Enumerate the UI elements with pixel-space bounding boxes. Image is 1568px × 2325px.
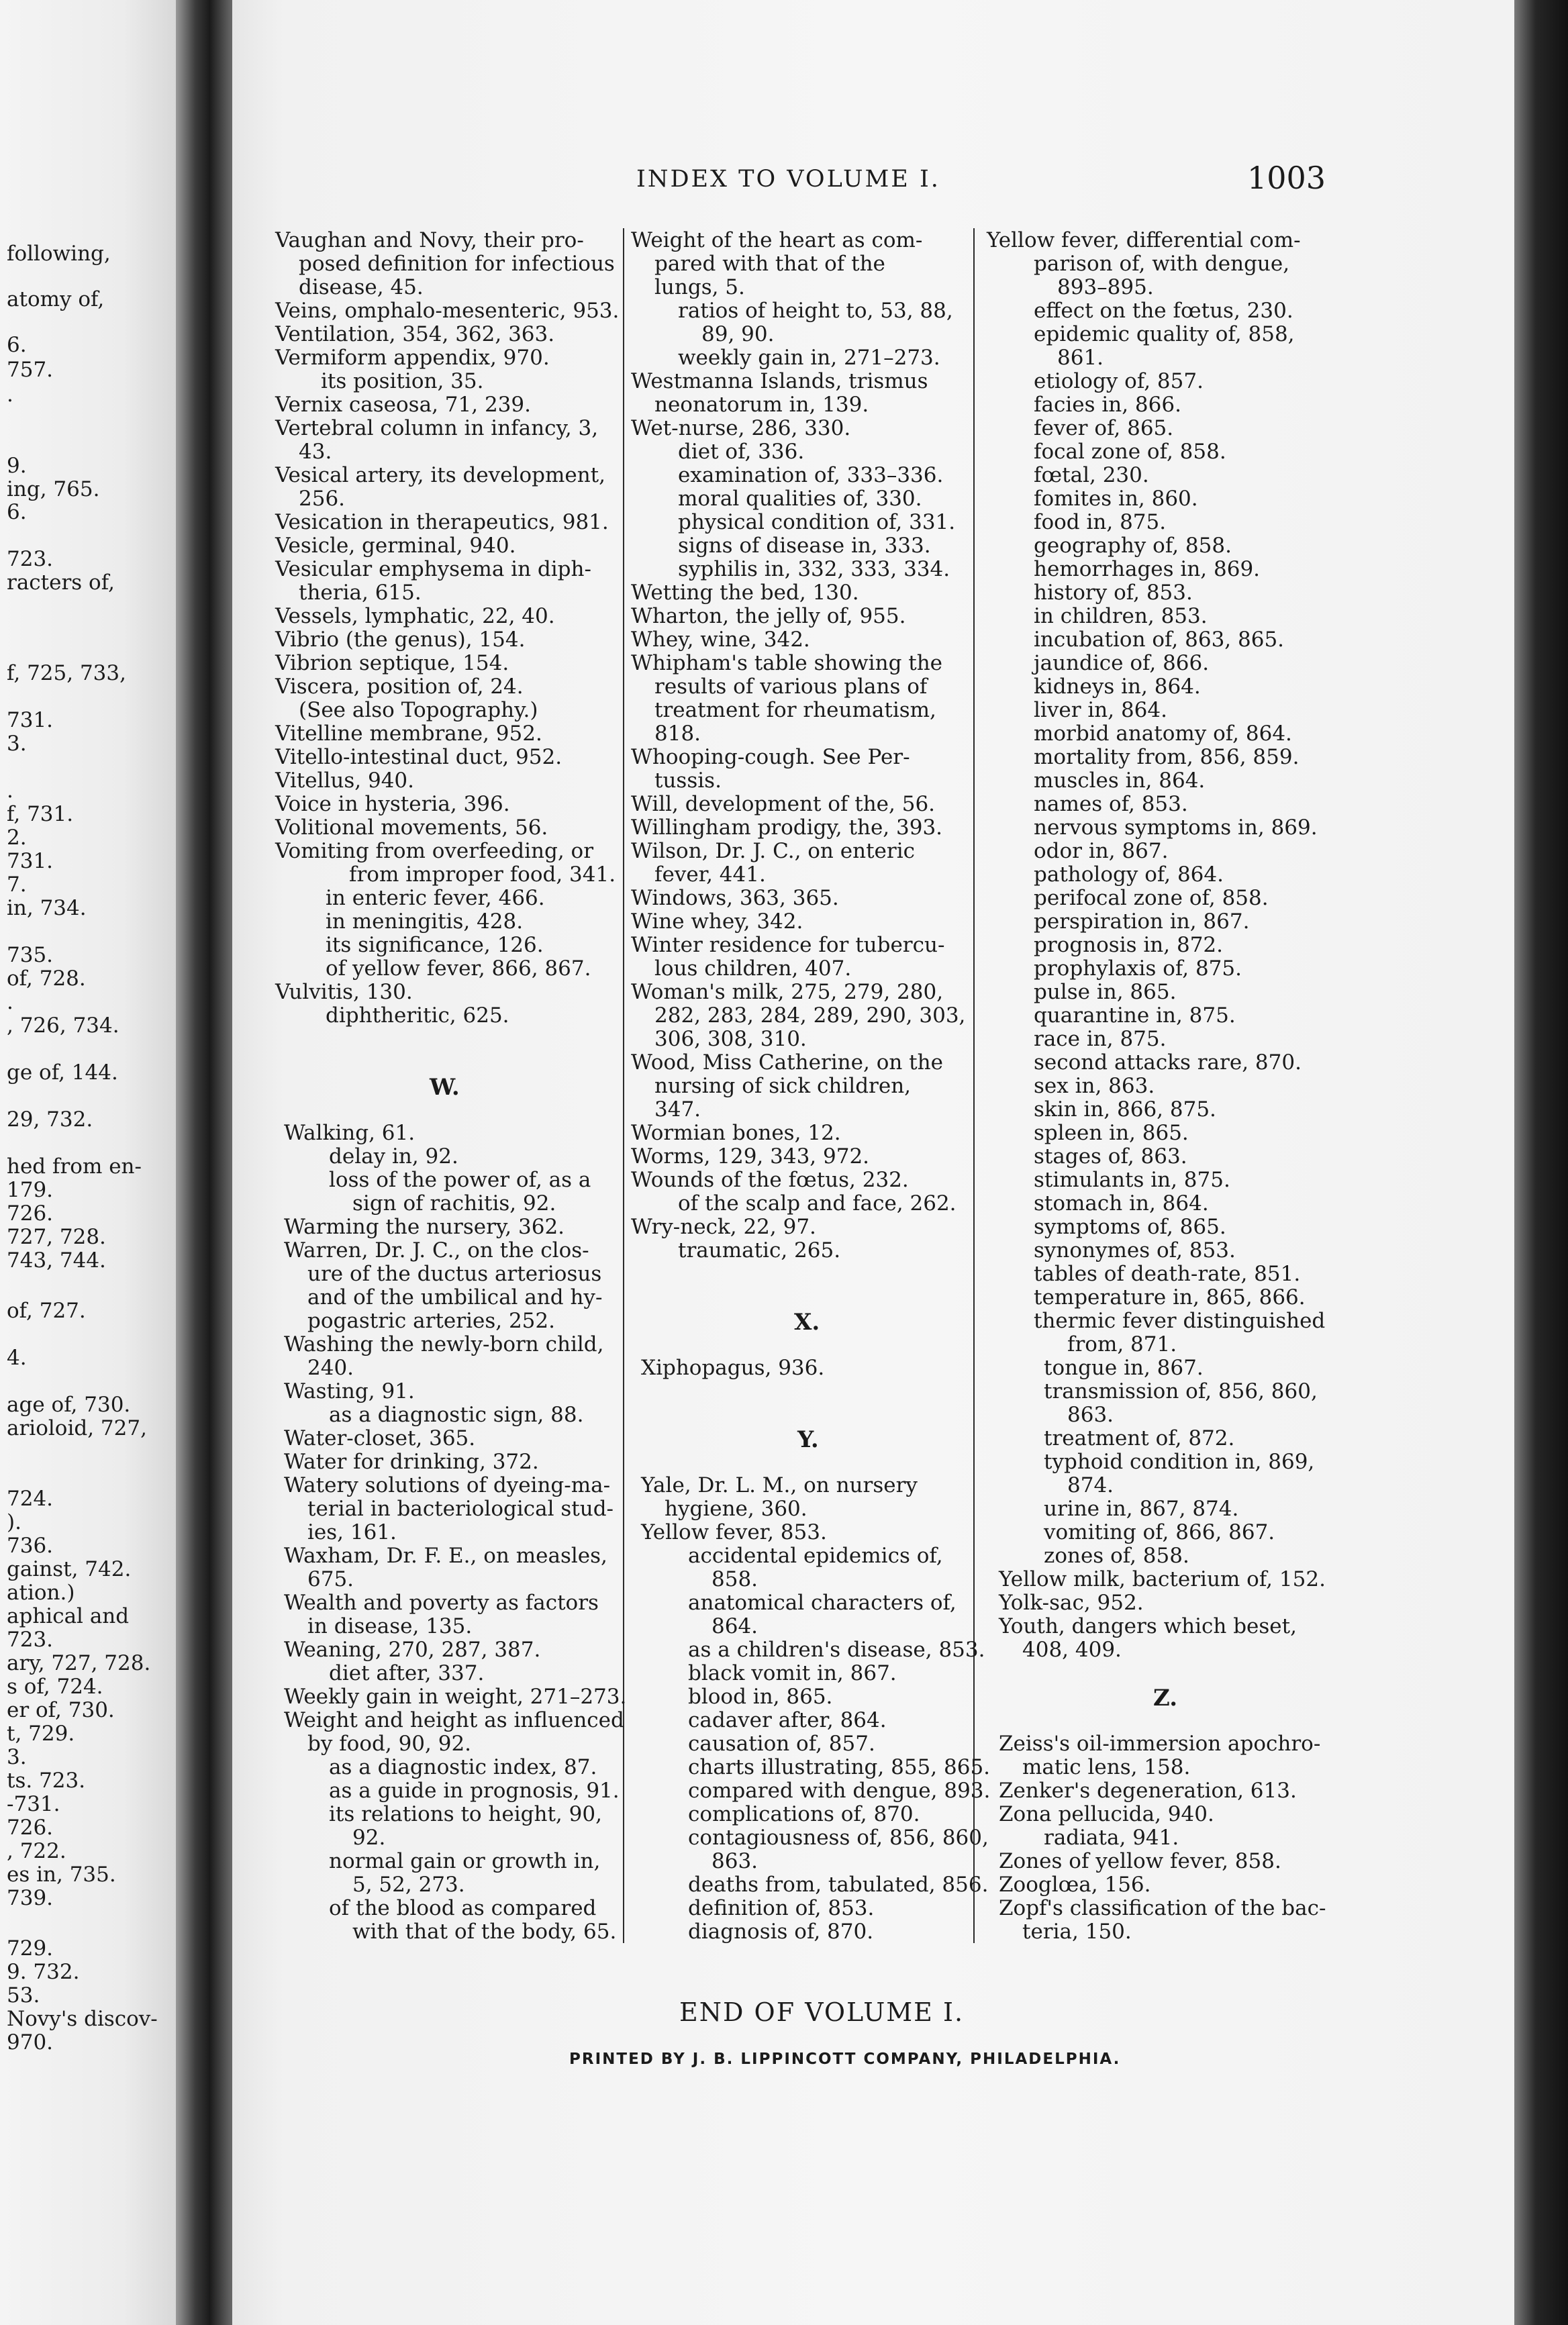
prev-page-line: 726.: [7, 1816, 54, 1840]
index-entry: results of various plans of: [654, 675, 928, 699]
index-entry: accidental epidemics of,: [688, 1544, 943, 1568]
index-entry: second attacks rare, 870.: [1034, 1050, 1302, 1075]
index-entry: vomiting of, 866, 867.: [1044, 1520, 1275, 1544]
index-entry: Wine whey, 342.: [631, 909, 803, 934]
index-entry: zones of, 858.: [1044, 1544, 1189, 1568]
index-entry: diet after, 337.: [329, 1661, 485, 1685]
index-entry: loss of the power of, as a: [329, 1168, 591, 1192]
index-entry: fœtal, 230.: [1034, 463, 1149, 487]
index-entry: food in, 875.: [1034, 510, 1167, 534]
prev-page-line: following,: [7, 242, 111, 266]
index-entry: lungs, 5.: [654, 275, 745, 299]
prev-page-line: .: [7, 383, 13, 407]
prev-page-line: s of, 724.: [7, 1675, 103, 1699]
index-entry: from, 871.: [1067, 1332, 1177, 1356]
index-entry: parison of, with dengue,: [1034, 252, 1290, 276]
index-entry: Wasting, 91.: [284, 1379, 415, 1403]
index-entry: normal gain or growth in,: [329, 1849, 601, 1873]
index-entry: symptoms of, 865.: [1034, 1215, 1226, 1239]
index-entry: geography of, 858.: [1034, 534, 1232, 558]
prev-page-line: 3.: [7, 1745, 27, 1769]
index-entry: Will, development of the, 56.: [631, 792, 936, 816]
index-entry: Washing the newly-born child,: [284, 1332, 604, 1356]
index-entry: in enteric fever, 466.: [326, 886, 545, 910]
index-entry: typhoid condition in, 869,: [1044, 1450, 1315, 1474]
prev-page-line: 3.: [7, 732, 27, 756]
index-entry: diagnosis of, 870.: [688, 1920, 874, 1944]
prev-page-line: 736.: [7, 1534, 54, 1558]
index-entry: odor in, 867.: [1034, 839, 1169, 863]
prev-page-line: 727, 728.: [7, 1225, 106, 1249]
index-entry: 5, 52, 273.: [352, 1873, 465, 1897]
index-entry: 282, 283, 284, 289, 290, 303,: [654, 1003, 966, 1028]
index-entry: etiology of, 857.: [1034, 369, 1204, 393]
page-edge-shadow: [1514, 0, 1568, 2325]
index-entry: teria, 150.: [1022, 1920, 1132, 1944]
prev-page-line: 9. 732.: [7, 1960, 80, 1984]
index-entry: theria, 615.: [299, 581, 422, 605]
index-entry: 675.: [307, 1567, 354, 1591]
index-entry: fomites in, 860.: [1034, 487, 1198, 511]
index-entry: 861.: [1057, 346, 1104, 370]
index-entry: names of, 853.: [1034, 792, 1188, 816]
index-entry: 863.: [712, 1849, 758, 1873]
index-entry: as a children's disease, 853.: [688, 1638, 985, 1662]
index-entry: perspiration in, 867.: [1034, 909, 1250, 934]
column-rule-2: [973, 228, 975, 1943]
index-entry: Warming the nursery, 362.: [284, 1215, 565, 1239]
prev-page-line: gainst, 742.: [7, 1557, 132, 1581]
prev-page-line: f, 731.: [7, 802, 74, 826]
index-entry: in children, 853.: [1034, 604, 1208, 628]
index-entry: radiata, 941.: [1044, 1826, 1179, 1850]
index-entry: Worms, 129, 343, 972.: [631, 1144, 870, 1169]
index-entry: Vesical artery, its development,: [275, 463, 605, 487]
index-entry: focal zone of, 858.: [1034, 440, 1226, 464]
index-entry: Zopf's classification of the bac-: [999, 1896, 1326, 1920]
index-entry: Water-closet, 365.: [284, 1426, 476, 1450]
index-entry: from improper food, 341.: [349, 862, 616, 887]
index-entry: syphilis in, 332, 333, 334.: [678, 557, 950, 581]
index-entry: nursing of sick children,: [654, 1074, 912, 1098]
index-entry: pulse in, 865.: [1034, 980, 1177, 1004]
index-entry: pathology of, 864.: [1034, 862, 1224, 887]
index-entry: Vomiting from overfeeding, or: [275, 839, 594, 863]
index-entry: epidemic quality of, 858,: [1034, 322, 1295, 346]
index-entry: Vitello-intestinal duct, 952.: [275, 745, 562, 769]
prev-page-line: of, 728.: [7, 967, 86, 991]
index-entry: temperature in, 865, 866.: [1034, 1285, 1306, 1309]
book-gutter: [176, 0, 232, 2325]
index-entry: pared with that of the: [654, 252, 885, 276]
index-entry: in meningitis, 428.: [326, 909, 524, 934]
prev-page-line: 726.: [7, 1201, 54, 1226]
index-entry: Vitellus, 940.: [275, 769, 414, 793]
index-entry: 43.: [299, 440, 332, 464]
prev-page-line: hed from en-: [7, 1154, 142, 1179]
prev-page-line: ).: [7, 1510, 21, 1534]
prev-page-line: 731.: [7, 849, 54, 873]
prev-page-line: 757.: [7, 358, 54, 382]
index-entry: Warren, Dr. J. C., on the clos-: [284, 1238, 589, 1263]
prev-page-line: t, 729.: [7, 1722, 75, 1746]
index-entry: physical condition of, 331.: [678, 510, 956, 534]
prev-page-line: es in, 735.: [7, 1863, 116, 1887]
index-entry: deaths from, tabulated, 856.: [688, 1873, 989, 1897]
index-entry: Yellow fever, 853.: [641, 1520, 827, 1544]
index-entry: Whooping-cough. See Per-: [631, 745, 910, 769]
index-entry: Vulvitis, 130.: [275, 980, 413, 1004]
index-entry: kidneys in, 864.: [1034, 675, 1201, 699]
index-entry: fever of, 865.: [1034, 416, 1174, 440]
previous-page-fragment: [0, 0, 176, 2325]
section-letter-heading: Z.: [1153, 1685, 1178, 1712]
index-entry: synonymes of, 853.: [1034, 1238, 1236, 1263]
prev-page-line: age of, 730.: [7, 1393, 131, 1417]
index-entry: tongue in, 867.: [1044, 1356, 1204, 1380]
index-entry: 818.: [654, 722, 701, 746]
index-entry: its position, 35.: [321, 369, 484, 393]
index-entry: delay in, 92.: [329, 1144, 458, 1169]
index-entry: Yellow fever, differential com-: [987, 228, 1301, 252]
index-entry: mortality from, 856, 859.: [1034, 745, 1300, 769]
index-entry: treatment for rheumatism,: [654, 698, 936, 722]
index-entry: Vaughan and Novy, their pro-: [275, 228, 584, 252]
prev-page-line: of, 727.: [7, 1299, 86, 1323]
index-entry: 89, 90.: [701, 322, 775, 346]
index-entry: 347.: [654, 1097, 701, 1122]
index-entry: Xiphopagus, 936.: [641, 1356, 825, 1380]
prev-page-line: 4.: [7, 1346, 27, 1370]
index-entry: skin in, 866, 875.: [1034, 1097, 1216, 1122]
prev-page-line: , 722.: [7, 1839, 66, 1863]
index-entry: Vertebral column in infancy, 3,: [275, 416, 599, 440]
index-entry: incubation of, 863, 865.: [1034, 628, 1285, 652]
index-entry: Wharton, the jelly of, 955.: [631, 604, 906, 628]
index-entry: ure of the ductus arteriosus: [307, 1262, 602, 1286]
index-entry: history of, 853.: [1034, 581, 1193, 605]
index-entry: diet of, 336.: [678, 440, 805, 464]
prev-page-line: 29, 732.: [7, 1107, 93, 1132]
index-entry: pogastric arteries, 252.: [307, 1309, 555, 1333]
prev-page-line: 2.: [7, 826, 27, 850]
index-entry: tables of death-rate, 851.: [1034, 1262, 1301, 1286]
index-entry: 92.: [352, 1826, 386, 1850]
prev-page-line: er of, 730.: [7, 1698, 115, 1722]
index-entry: definition of, 853.: [688, 1896, 875, 1920]
index-entry: complications of, 870.: [688, 1802, 920, 1826]
index-entry: Water for drinking, 372.: [284, 1450, 539, 1474]
index-entry: muscles in, 864.: [1034, 769, 1206, 793]
index-entry: perifocal zone of, 858.: [1034, 886, 1269, 910]
index-entry: black vomit in, 867.: [688, 1661, 897, 1685]
index-entry: Wounds of the fœtus, 232.: [631, 1168, 909, 1192]
index-entry: (See also Topography.): [299, 698, 538, 722]
index-entry: of the scalp and face, 262.: [678, 1191, 957, 1216]
page-number: 1003: [1247, 160, 1326, 196]
index-entry: jaundice of, 866.: [1034, 651, 1210, 675]
index-entry: Zenker's degeneration, 613.: [999, 1779, 1297, 1803]
index-entry: stimulants in, 875.: [1034, 1168, 1230, 1192]
index-entry: Viscera, position of, 24.: [275, 675, 524, 699]
index-entry: neonatorum in, 139.: [654, 393, 869, 417]
index-entry: by food, 90, 92.: [307, 1732, 472, 1756]
section-letter-heading: X.: [794, 1309, 820, 1336]
index-entry: hemorrhages in, 869.: [1034, 557, 1261, 581]
index-entry: its relations to height, 90,: [329, 1802, 602, 1826]
index-entry: stomach in, 864.: [1034, 1191, 1209, 1216]
prev-page-line: 724.: [7, 1487, 54, 1511]
index-entry: morbid anatomy of, 864.: [1034, 722, 1292, 746]
index-entry: blood in, 865.: [688, 1685, 833, 1709]
index-entry: Yale, Dr. L. M., on nursery: [641, 1473, 918, 1497]
index-entry: ies, 161.: [307, 1520, 397, 1544]
index-entry: of yellow fever, 866, 867.: [326, 956, 591, 981]
prev-page-line: 6.: [7, 333, 27, 357]
index-entry: as a diagnostic index, 87.: [329, 1755, 597, 1779]
index-entry: 858.: [712, 1567, 758, 1591]
index-entry: Willingham prodigy, the, 393.: [631, 815, 943, 840]
index-entry: Yolk-sac, 952.: [999, 1591, 1144, 1615]
index-entry: Vessels, lymphatic, 22, 40.: [275, 604, 555, 628]
prev-page-line: 179.: [7, 1178, 54, 1202]
index-entry: examination of, 333–336.: [678, 463, 944, 487]
index-entry: Voice in hysteria, 396.: [275, 792, 510, 816]
index-entry: tussis.: [654, 769, 722, 793]
end-of-volume: END OF VOLUME I.: [679, 1997, 965, 2027]
index-entry: Veins, omphalo-mesenteric, 953.: [275, 299, 620, 323]
index-entry: signs of disease in, 333.: [678, 534, 931, 558]
index-entry: prognosis in, 872.: [1034, 933, 1223, 957]
index-entry: 256.: [299, 487, 346, 511]
index-entry: terial in bacteriological stud-: [307, 1497, 614, 1521]
index-entry: charts illustrating, 855, 865.: [688, 1755, 991, 1779]
index-entry: Yellow milk, bacterium of, 152.: [999, 1567, 1326, 1591]
prev-page-line: 743, 744.: [7, 1248, 106, 1273]
index-entry: quarantine in, 875.: [1034, 1003, 1236, 1028]
prev-page-line: 729.: [7, 1936, 54, 1961]
index-entry: Watery solutions of dyeing-ma-: [284, 1473, 611, 1497]
index-entry: causation of, 857.: [688, 1732, 875, 1756]
index-entry: ratios of height to, 53, 88,: [678, 299, 953, 323]
prev-page-line: 970.: [7, 2030, 54, 2055]
index-entry: traumatic, 265.: [678, 1238, 841, 1263]
index-entry: Ventilation, 354, 362, 363.: [275, 322, 555, 346]
index-entry: Wetting the bed, 130.: [631, 581, 859, 605]
prev-page-line: ge of, 144.: [7, 1060, 118, 1085]
index-entry: Vernix caseosa, 71, 239.: [275, 393, 531, 417]
index-entry: nervous symptoms in, 869.: [1034, 815, 1318, 840]
index-entry: Weekly gain in weight, 271–273.: [284, 1685, 627, 1709]
index-entry: compared with dengue, 893.: [688, 1779, 991, 1803]
prev-page-line: arioloid, 727,: [7, 1416, 147, 1440]
index-entry: Volitional movements, 56.: [275, 815, 548, 840]
index-entry: Waxham, Dr. F. E., on measles,: [284, 1544, 607, 1568]
index-entry: Weaning, 270, 287, 387.: [284, 1638, 541, 1662]
prev-page-line: ary, 727, 728.: [7, 1651, 151, 1675]
index-entry: Zones of yellow fever, 858.: [999, 1849, 1281, 1873]
index-entry: as a guide in prognosis, 91.: [329, 1779, 620, 1803]
index-entry: Wry-neck, 22, 97.: [631, 1215, 816, 1239]
prev-page-line: 723.: [7, 547, 54, 571]
index-entry: 306, 308, 310.: [654, 1027, 807, 1051]
prev-page-line: 53.: [7, 1983, 40, 2008]
index-entry: disease, 45.: [299, 275, 424, 299]
prev-page-line: -731.: [7, 1792, 60, 1816]
index-entry: Woman's milk, 275, 279, 280,: [631, 980, 944, 1004]
section-letter-heading: Y.: [797, 1426, 819, 1453]
index-entry: Vibrion septique, 154.: [275, 651, 509, 675]
prev-page-line: Novy's discov-: [7, 2007, 158, 2031]
index-entry: liver in, 864.: [1034, 698, 1167, 722]
index-entry: lous children, 407.: [654, 956, 852, 981]
prev-page-line: ts. 723.: [7, 1769, 86, 1793]
prev-page-line: in, 734.: [7, 896, 87, 920]
index-entry: urine in, 867, 874.: [1044, 1497, 1239, 1521]
index-entry: Westmanna Islands, trismus: [631, 369, 928, 393]
index-entry: moral qualities of, 330.: [678, 487, 922, 511]
index-entry: fever, 441.: [654, 862, 766, 887]
index-entry: race in, 875.: [1034, 1027, 1167, 1051]
index-entry: with that of the body, 65.: [352, 1920, 617, 1944]
index-entry: sex in, 863.: [1034, 1074, 1155, 1098]
index-entry: Wilson, Dr. J. C., on enteric: [631, 839, 915, 863]
printer-imprint: PRINTED BY J. B. LIPPINCOTT COMPANY, PHILADELPHIA.: [569, 2050, 1121, 2068]
index-entry: spleen in, 865.: [1034, 1121, 1189, 1145]
index-entry: Wormian bones, 12.: [631, 1121, 841, 1145]
index-entry: Weight and height as influenced: [284, 1708, 624, 1732]
index-entry: Vesicle, germinal, 940.: [275, 534, 516, 558]
prev-page-line: atomy of,: [7, 287, 105, 311]
prev-page-line: , 726, 734.: [7, 1013, 119, 1038]
index-entry: contagiousness of, 856, 860,: [688, 1826, 989, 1850]
index-entry: of the blood as compared: [329, 1896, 597, 1920]
index-entry: anatomical characters of,: [688, 1591, 957, 1615]
index-entry: 408, 409.: [1022, 1638, 1122, 1662]
index-entry: Vermiform appendix, 970.: [275, 346, 550, 370]
index-entry: diphtheritic, 625.: [326, 1003, 509, 1028]
index-entry: Wood, Miss Catherine, on the: [631, 1050, 943, 1075]
prev-page-line: .: [7, 779, 13, 803]
index-entry: Walking, 61.: [284, 1121, 415, 1145]
index-entry: treatment of, 872.: [1044, 1426, 1235, 1450]
index-entry: Vesicular emphysema in diph-: [275, 557, 591, 581]
index-entry: 864.: [712, 1614, 758, 1638]
section-letter-heading: W.: [430, 1074, 460, 1101]
prev-page-line: ation.): [7, 1581, 75, 1605]
index-entry: weekly gain in, 271–273.: [678, 346, 940, 370]
index-entry: Weight of the heart as com-: [631, 228, 923, 252]
index-entry: 893–895.: [1057, 275, 1154, 299]
index-entry: Vesication in therapeutics, 981.: [275, 510, 609, 534]
index-entry: transmission of, 856, 860,: [1044, 1379, 1318, 1403]
index-entry: thermic fever distinguished: [1034, 1309, 1326, 1333]
prev-page-line: 723.: [7, 1628, 54, 1652]
index-entry: sign of rachitis, 92.: [352, 1191, 556, 1216]
index-entry: hygiene, 360.: [665, 1497, 807, 1521]
index-entry: Whipham's table showing the: [631, 651, 943, 675]
index-entry: in disease, 135.: [307, 1614, 473, 1638]
index-entry: Winter residence for tubercu-: [631, 933, 945, 957]
index-entry: Youth, dangers which beset,: [999, 1614, 1297, 1638]
index-entry: 863.: [1067, 1403, 1114, 1427]
index-entry: Zona pellucida, 940.: [999, 1802, 1214, 1826]
index-entry: Zooglœa, 156.: [999, 1873, 1151, 1897]
index-entry: stages of, 863.: [1034, 1144, 1187, 1169]
index-entry: 240.: [307, 1356, 354, 1380]
index-entry: its significance, 126.: [326, 933, 544, 957]
prev-page-line: racters of,: [7, 571, 115, 595]
index-entry: Zeiss's oil-immersion apochro-: [999, 1732, 1321, 1756]
prev-page-line: aphical and: [7, 1604, 130, 1628]
prev-page-line: 9.: [7, 454, 27, 478]
prev-page-line: 731.: [7, 708, 54, 732]
running-head: INDEX TO VOLUME I.: [636, 166, 940, 193]
prev-page-line: 735.: [7, 943, 54, 967]
index-entry: Vibrio (the genus), 154.: [275, 628, 526, 652]
index-entry: Vitelline membrane, 952.: [275, 722, 542, 746]
index-entry: posed definition for infectious: [299, 252, 615, 276]
index-entry: prophylaxis of, 875.: [1034, 956, 1242, 981]
index-entry: effect on the fœtus, 230.: [1034, 299, 1293, 323]
index-entry: and of the umbilical and hy-: [307, 1285, 603, 1309]
index-entry: facies in, 866.: [1034, 393, 1181, 417]
prev-page-line: ing, 765.: [7, 477, 100, 501]
index-entry: 874.: [1067, 1473, 1114, 1497]
prev-page-line: f, 725, 733,: [7, 661, 126, 685]
index-entry: Wet-nurse, 286, 330.: [631, 416, 851, 440]
prev-page-line: .: [7, 990, 13, 1014]
index-entry: Wealth and poverty as factors: [284, 1591, 599, 1615]
prev-page-line: 7.: [7, 873, 27, 897]
index-entry: matic lens, 158.: [1022, 1755, 1191, 1779]
prev-page-line: 6.: [7, 500, 27, 524]
index-entry: cadaver after, 864.: [688, 1708, 887, 1732]
index-entry: as a diagnostic sign, 88.: [329, 1403, 584, 1427]
index-entry: Windows, 363, 365.: [631, 886, 839, 910]
prev-page-line: 739.: [7, 1886, 54, 1910]
index-entry: Whey, wine, 342.: [631, 628, 810, 652]
